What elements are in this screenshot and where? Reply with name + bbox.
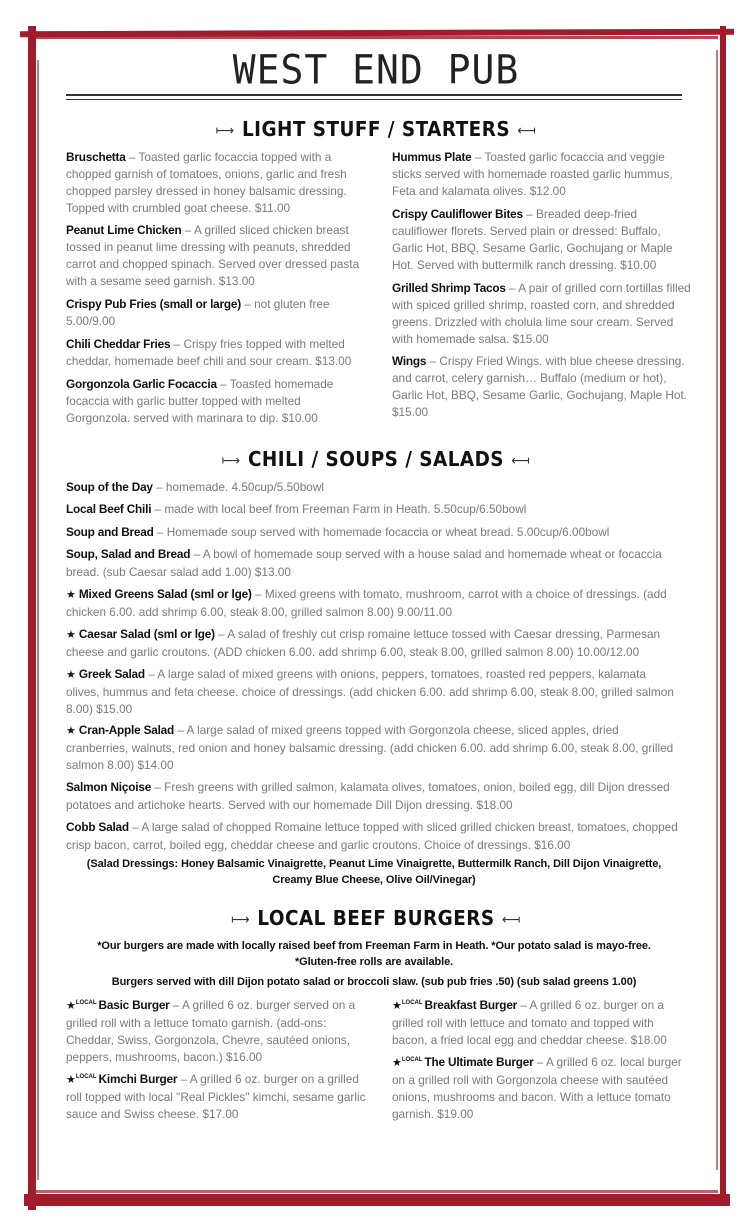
item-desc: – Crispy Fried Wings. with blue cheese dressing. and carrot, celery garnish… Buffalo (medium or hot), Garlic Hot, BBQ, Sesame Garlic, Gochujang, Maple Hot. $15.00	[392, 354, 688, 419]
item-name: Wings	[392, 354, 427, 368]
section-heading-burgers	[91, 906, 661, 930]
section-title: LIGHT STUFF / STARTERS	[241, 117, 511, 141]
menu-item	[66, 501, 682, 519]
local-tag: LOCAL	[401, 1057, 423, 1063]
item-name: Crispy Pub Fries (small or large)	[66, 297, 241, 311]
item-name: Bruschetta	[66, 150, 126, 164]
menu-item	[66, 586, 682, 621]
arrow-left-icon: ⟼	[231, 911, 251, 928]
local-tag: LOCAL	[401, 1000, 423, 1006]
item-name: Grilled Shrimp Tacos	[392, 281, 506, 295]
menu-item	[66, 666, 682, 718]
section-title: LOCAL BEEF BURGERS	[257, 906, 495, 930]
item-desc: – A salad of freshly cut crisp romaine lettuce tossed with Caesar dressing, Parmesan cheese and garlic croutons. (ADD chicken 6.00. add shrimp 6.00, steak 8.00, grilled salmon 8.00) 10.00/12.00	[66, 627, 661, 659]
item-desc: – A bowl of homemade soup served with a house salad and homemade wheat or focaccia bread. (sub Caesar salad add 1.00) $13.00	[66, 547, 662, 579]
star-icon: ★	[66, 629, 79, 641]
burger-note: *Our burgers are made with locally raised beef from Freeman Farm in Heath. *Our potato salad is mayo-free.	[97, 940, 651, 952]
burger-sides-note: Burgers served with dill Dijon potato salad or broccoli slaw. (sub pub fries .50) (sub salad greens 1.00)	[111, 976, 637, 988]
frame-top-inner	[28, 36, 718, 39]
menu-item	[66, 149, 366, 217]
item-name: Soup of the Day	[66, 480, 153, 494]
item-desc: – A grilled 6 oz. burger served on a grilled roll with a lettuce tomato garnish. (add-ons: Cheddar, Swiss, Gorgonzola, Chevre, sautéed onions, peppers, mushrooms, bacon.) $16.00	[66, 997, 356, 1064]
item-name: Mixed Greens Salad (sml or lge)	[78, 587, 252, 601]
item-desc: – Toasted homemade focaccia with garlic butter topped with melted Gorgonzola. served with marinara to dip. $10.00	[66, 377, 334, 425]
item-name: Caesar Salad (sml or lge)	[78, 627, 215, 641]
menu-item	[392, 1052, 692, 1123]
frame-bottom	[24, 1194, 730, 1206]
menu-item	[392, 206, 692, 274]
frame-left-inner	[37, 60, 39, 1180]
item-name: Soup and Bread	[66, 525, 154, 539]
item-name: Chili Cheddar Fries	[66, 337, 171, 351]
item-name: Kimchi Burger	[98, 1071, 178, 1086]
frame-left	[28, 26, 36, 1210]
item-desc: – Toasted garlic focaccia topped with a chopped garnish of tomatoes, onions, garlic and fresh chopped parsley dressed in honey balsamic dressing. Topped with crumbled goat cheese. $11.00	[66, 150, 347, 215]
menu-item	[66, 336, 366, 370]
menu-item	[392, 149, 692, 200]
star-icon: ★	[392, 999, 402, 1012]
item-desc: – A grilled sliced chicken breast tossed in peanut lime dressing with peanuts, shredded carrot and chopped spinach. Served over dressed pasta with a sesame seed garnish. $13.00	[66, 223, 360, 288]
burger-note: *Gluten-free rolls are available.	[294, 956, 454, 968]
arrow-right-icon: ⟻	[501, 911, 521, 928]
star-icon: ★	[392, 1056, 402, 1069]
menu-item	[66, 1069, 366, 1123]
menu-item	[66, 524, 682, 542]
item-desc: – not gluten free 5.00/9.00	[66, 297, 330, 328]
item-desc: – homemade. 4.50cup/5.50bowl	[152, 480, 324, 494]
item-desc: – A grilled 6 oz. local burger on a grilled roll with Gorgonzola cheese with sautéed onions, mushrooms and bacon. With a lettuce tomato garnish. $19.00	[392, 1054, 682, 1121]
star-icon: ★	[66, 725, 79, 737]
item-desc: – A pair of grilled corn tortillas filled with spiced grilled shrimp, roasted corn, and shredded greens. Drizzled with cholula lime sour cream. Served with homemade salsa. $15.00	[392, 281, 691, 346]
item-name: Breakfast Burger	[424, 997, 518, 1012]
menu-item	[66, 626, 682, 661]
star-icon: ★	[66, 589, 79, 601]
item-desc: – Mixed greens with tomato, mushroom, carrot with a choice of dressings. (add chicken 6.00. add shrimp 6.00, steak 8.00, grilled salmon 8.00) 9.00/11.00	[66, 587, 667, 619]
frame-right	[720, 26, 726, 1202]
item-name: Soup, Salad and Bread	[66, 547, 191, 561]
item-desc: – A grilled 6 oz. burger on a grilled roll with lettuce and tomato and topped with bacon, a fried local egg and cheddar cheese. $18.00	[392, 997, 667, 1047]
item-name: Cobb Salad	[66, 820, 129, 834]
item-name: Peanut Lime Chicken	[66, 223, 182, 237]
item-name: Local Beef Chili	[66, 502, 152, 516]
menu-item	[66, 479, 682, 497]
menu-item	[66, 546, 682, 581]
item-name: Hummus Plate	[392, 150, 472, 164]
item-name: Cran-Apple Salad	[78, 723, 175, 737]
arrow-left-icon: ⟼	[215, 122, 235, 139]
star-icon: ★	[66, 999, 76, 1012]
menu-item	[392, 353, 692, 421]
menu-item	[392, 280, 692, 348]
menu-item	[66, 722, 682, 774]
item-desc: – A large salad of mixed greens with onions, peppers, tomatoes, roasted red peppers, kalamata olives, hummus and feta cheese. choice of dressings. (add chicken 6.00. add shrimp 6.00, steak 8.00, grilled salmon 8.00) $15.00	[66, 667, 674, 716]
menu-item	[66, 296, 366, 330]
item-desc: – A grilled 6 oz. burger on a grilled roll topped with local "Real Pickles" kimchi, sesame garlic sauce and Swiss cheese. $17.00	[66, 1071, 366, 1121]
item-desc: – Breaded deep-fried cauliflower florets. Served plain or dressed: Buffalo, Garlic Hot, BBQ, Sesame Garlic, Gochujang or Maple Hot. Served with buttermilk ranch dressing. $10.00	[392, 207, 673, 272]
menu-item	[66, 779, 682, 814]
local-tag: LOCAL	[75, 1074, 97, 1080]
arrow-right-icon: ⟻	[511, 452, 531, 469]
dressings-note: (Salad Dressings: Honey Balsamic Vinaigrette, Peanut Lime Vinaigrette, Buttermilk Ranch, Dill Dijon Vinaigrette, Creamy Blue Cheese, Olive Oil/Vinegar)	[86, 858, 662, 886]
title-rule	[66, 94, 682, 96]
menu-item	[66, 222, 366, 290]
arrow-left-icon: ⟼	[221, 452, 241, 469]
item-desc: – Homemade soup served with homemade focaccia or wheat bread. 5.00cup/6.00bowl	[153, 525, 610, 539]
item-desc: – Crispy fries topped with melted cheddar, homemade beef chili and sour cream. $13.00	[66, 337, 352, 368]
item-name: The Ultimate Burger	[424, 1054, 534, 1069]
frame-top	[20, 29, 734, 37]
item-name: Salmon Niçoise	[66, 780, 152, 794]
star-icon: ★	[66, 669, 79, 681]
item-desc: – Toasted garlic focaccia and veggie sticks served with homemade roasted garlic hummus, Feta and kalamata olives. $12.00	[392, 150, 673, 198]
local-tag: LOCAL	[75, 1000, 97, 1006]
menu-item	[66, 995, 366, 1066]
section-heading-starters	[91, 117, 661, 141]
page-title: WEST END PUB	[232, 46, 520, 94]
item-desc: – made with local beef from Freeman Farm in Heath. 5.50cup/6.50bowl	[151, 502, 527, 516]
item-name: Greek Salad	[78, 667, 145, 681]
section-heading-soups	[91, 447, 661, 471]
star-icon: ★	[66, 1073, 76, 1086]
item-desc: – Fresh greens with grilled salmon, kalamata olives, tomatoes, onion, boiled egg, dill Dijon dressed potatoes and artichoke hearts. Served with our homemade Dill Dijon dressing. $18.00	[66, 780, 670, 812]
arrow-right-icon: ⟻	[517, 122, 537, 139]
item-desc: – A large salad of chopped Romaine lettuce topped with sliced grilled chicken breast, tomatoes, chopped crisp bacon, carrot, boiled egg, cheddar cheese and garlic croutons. Choice of dressings. $16.00	[66, 820, 678, 852]
frame-bottom-inner	[28, 1190, 718, 1193]
menu-item	[66, 819, 682, 854]
section-title: CHILI / SOUPS / SALADS	[247, 447, 505, 471]
item-name: Gorgonzola Garlic Focaccia	[66, 377, 217, 391]
item-name: Crispy Cauliflower Bites	[392, 207, 523, 221]
item-name: Basic Burger	[98, 997, 170, 1012]
menu-item	[66, 376, 366, 427]
item-desc: – A large salad of mixed greens topped with Gorgonzola cheese, sliced apples, dried cranberries, walnuts, red onion and honey balsamic dressing. (add chicken 6.00. add shrimp 6.00, steak 8.00, grilled salmon 8.00) $14.00	[66, 723, 674, 772]
frame-right-inner	[716, 50, 718, 1170]
title-rule-thin	[66, 99, 682, 100]
menu-item	[392, 995, 692, 1049]
